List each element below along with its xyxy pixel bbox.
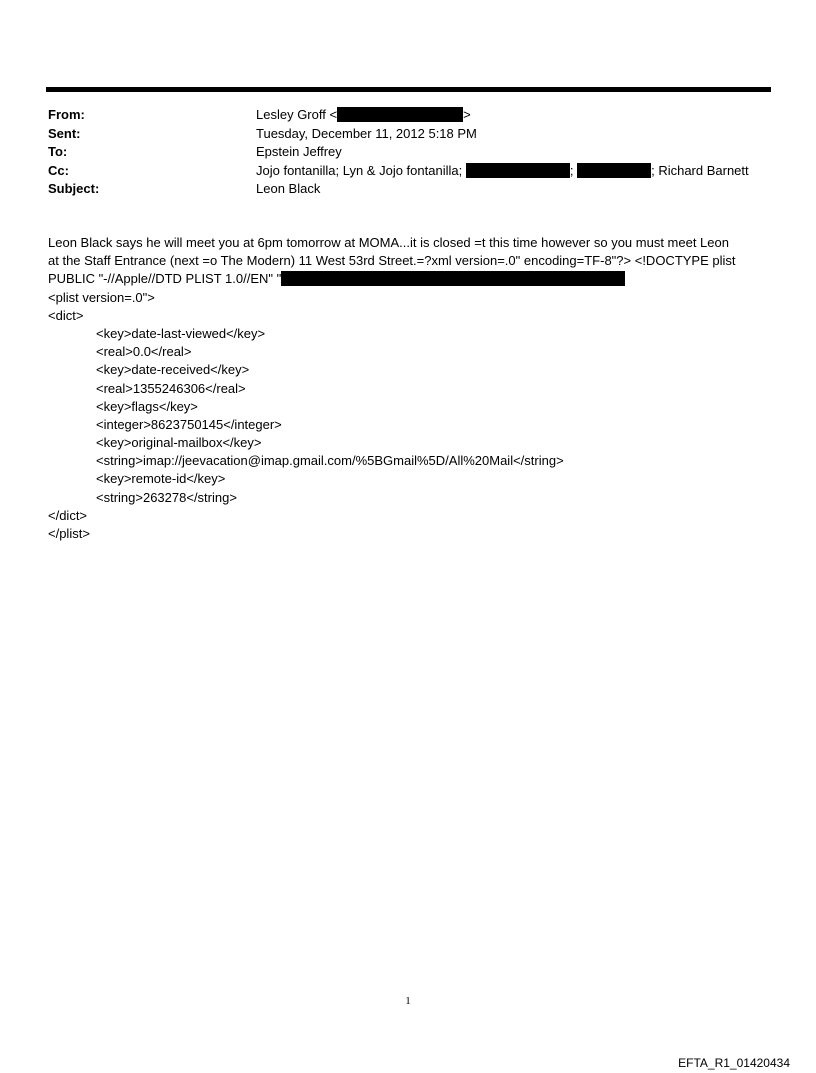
header-rule xyxy=(46,87,771,92)
plist-line: <real>0.0</real> xyxy=(96,344,192,360)
cc-names-tail: ; Richard Barnett xyxy=(651,162,749,178)
plist-line: <key>original-mailbox</key> xyxy=(96,435,262,451)
to-value: Epstein Jeffrey xyxy=(256,144,342,159)
cc-label: Cc: xyxy=(48,162,69,178)
body-line: at the Staff Entrance (next =o The Modern) 11 West 53rd Street.=?xml version=.0" encoding=TF-8"?> <!DOCTYPE plist xyxy=(48,253,736,269)
body-line: Leon Black says he will meet you at 6pm tomorrow at MOMA...it is closed =t this time however so you must meet Leon xyxy=(48,235,729,250)
redaction-bar xyxy=(337,107,463,122)
cc-value xyxy=(256,162,749,181)
plist-line: <key>remote-id</key> xyxy=(96,471,226,487)
cc-names: Jojo fontanilla; Lyn & Jojo fontanilla; xyxy=(256,162,463,178)
plist-line: <key>date-last-viewed</key> xyxy=(96,325,266,341)
from-label: From: xyxy=(48,107,85,122)
redaction-bar xyxy=(466,163,570,178)
from-name: Lesley Groff < xyxy=(256,107,338,122)
subject-value: Leon Black xyxy=(256,181,321,196)
from-value xyxy=(256,106,471,125)
body-line xyxy=(48,270,768,288)
plist-line: <dict> xyxy=(48,307,84,323)
plist-line: <key>date-received</key> xyxy=(96,362,250,378)
cc-separator: ; xyxy=(569,162,574,178)
plist-line: <real>1355246306</real> xyxy=(96,380,246,396)
plist-line: </plist> xyxy=(48,526,90,541)
doctype-text: PUBLIC "-//Apple//DTD PLIST 1.0//EN" " xyxy=(48,271,282,287)
plist-line: <string>imap://jeevacation@imap.gmail.com/%5BGmail%5D/All%20Mail</string> xyxy=(96,453,564,469)
plist-line: <key>flags</key> xyxy=(96,398,198,414)
redaction-bar xyxy=(281,271,625,286)
sent-value: Tuesday, December 11, 2012 5:18 PM xyxy=(256,125,477,141)
redaction-bar xyxy=(577,163,651,178)
plist-line: <plist version=.0"> xyxy=(48,289,155,305)
from-close: > xyxy=(463,107,471,122)
document-id: EFTA_R1_01420434 xyxy=(678,1056,790,1070)
plist-line: <integer>8623750145</integer> xyxy=(96,416,282,432)
subject-label: Subject: xyxy=(48,181,100,196)
email-body xyxy=(48,234,768,543)
to-label: To: xyxy=(48,144,68,159)
sent-label: Sent: xyxy=(48,125,81,141)
plist-line: </dict> xyxy=(48,507,88,523)
page-number: 1 xyxy=(405,995,411,1007)
plist-line: <string>263278</string> xyxy=(96,489,237,505)
